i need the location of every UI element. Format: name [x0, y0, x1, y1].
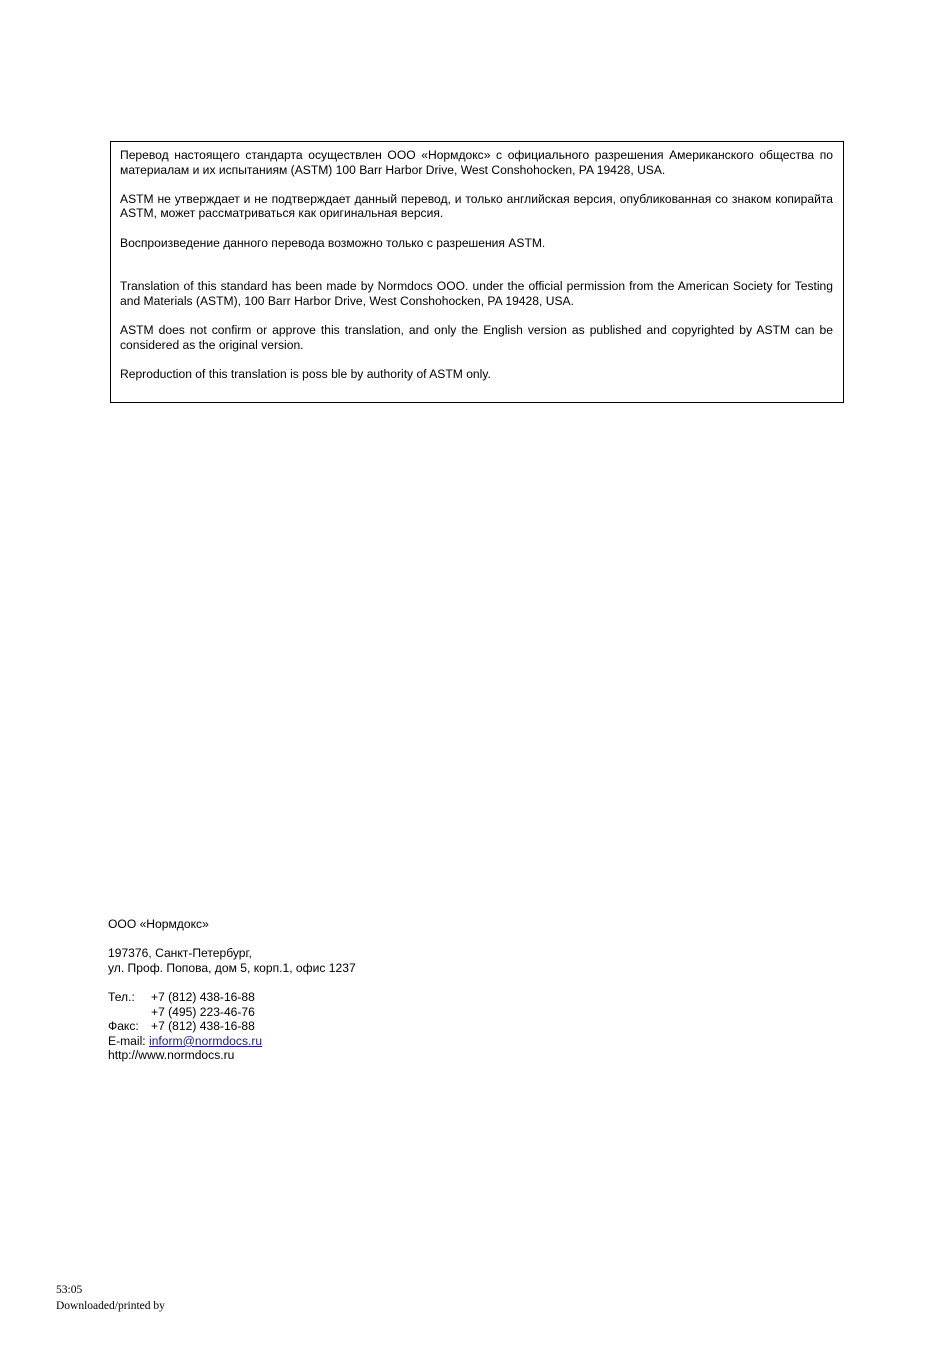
phone-row-1 — [108, 990, 356, 1005]
notice-ru-reproduction: Воспроизведение данного перевода возможно только с разрешения ASTM. — [120, 235, 546, 250]
email-link[interactable]: inform@normdocs.ru — [149, 1033, 263, 1048]
phone-number-1: +7 (812) 438-16-88 — [151, 989, 255, 1004]
fax-row — [108, 1019, 356, 1034]
company-name: ООО «Нормдокс» — [108, 917, 209, 931]
email-label: E-mail: — [108, 1033, 146, 1048]
company-contacts — [108, 917, 356, 1063]
notice-en-reproduction: Reproduction of this translation is poss ble by authority of ASTM only. — [120, 366, 491, 381]
print-footer — [56, 1283, 165, 1314]
website-url: http://www.normdocs.ru — [108, 1048, 235, 1063]
phone-number-2: +7 (495) 223-46-76 — [151, 1004, 255, 1019]
address-line-2: ул. Проф. Попова, дом 5, корп.1, офис 1237 — [108, 960, 356, 975]
notice-ru-translation: Перевод настоящего стандарта осуществлен ООО «Нормдокс» с официального разрешения Американского общества по материалам и их испытаниям (ASTM) 100 Barr Harbor Drive, West Conshohocken, PA 19428, USA. — [120, 148, 833, 177]
notice-en-disclaimer: ASTM does not confirm or approve this translation, and only the English version as published and copyrighted by ASTM can be considered as the original version. — [120, 323, 833, 352]
address-line-1: 197376, Санкт-Петербург, — [108, 946, 252, 961]
spacer — [108, 975, 356, 990]
notice-ru-disclaimer: ASTM не утверждает и не подтверждает данный перевод, и только английская версия, опубликованная со знаком копирайта ASTM, может рассматриваться как оригинальная версия. — [120, 191, 833, 221]
fax-label: Факс: — [108, 1019, 139, 1034]
email-row — [108, 1034, 356, 1049]
notice-en-translation: Translation of this standard has been made by Normdocs OOO. under the official permission from the American Society for Testing and Materials (ASTM), 100 Barr Harbor Drive, West Conshohocken, PA 19428, USA. — [120, 279, 833, 308]
translation-notice-box — [110, 141, 844, 403]
phone-row-2 — [108, 1005, 356, 1020]
phone-label: Тел.: — [108, 989, 135, 1004]
spacer — [108, 932, 356, 947]
fax-number: +7 (812) 438-16-88 — [151, 1019, 255, 1034]
footer-downloaded-by: Downloaded/printed by — [56, 1299, 165, 1312]
footer-time: 53:05 — [56, 1284, 83, 1296]
